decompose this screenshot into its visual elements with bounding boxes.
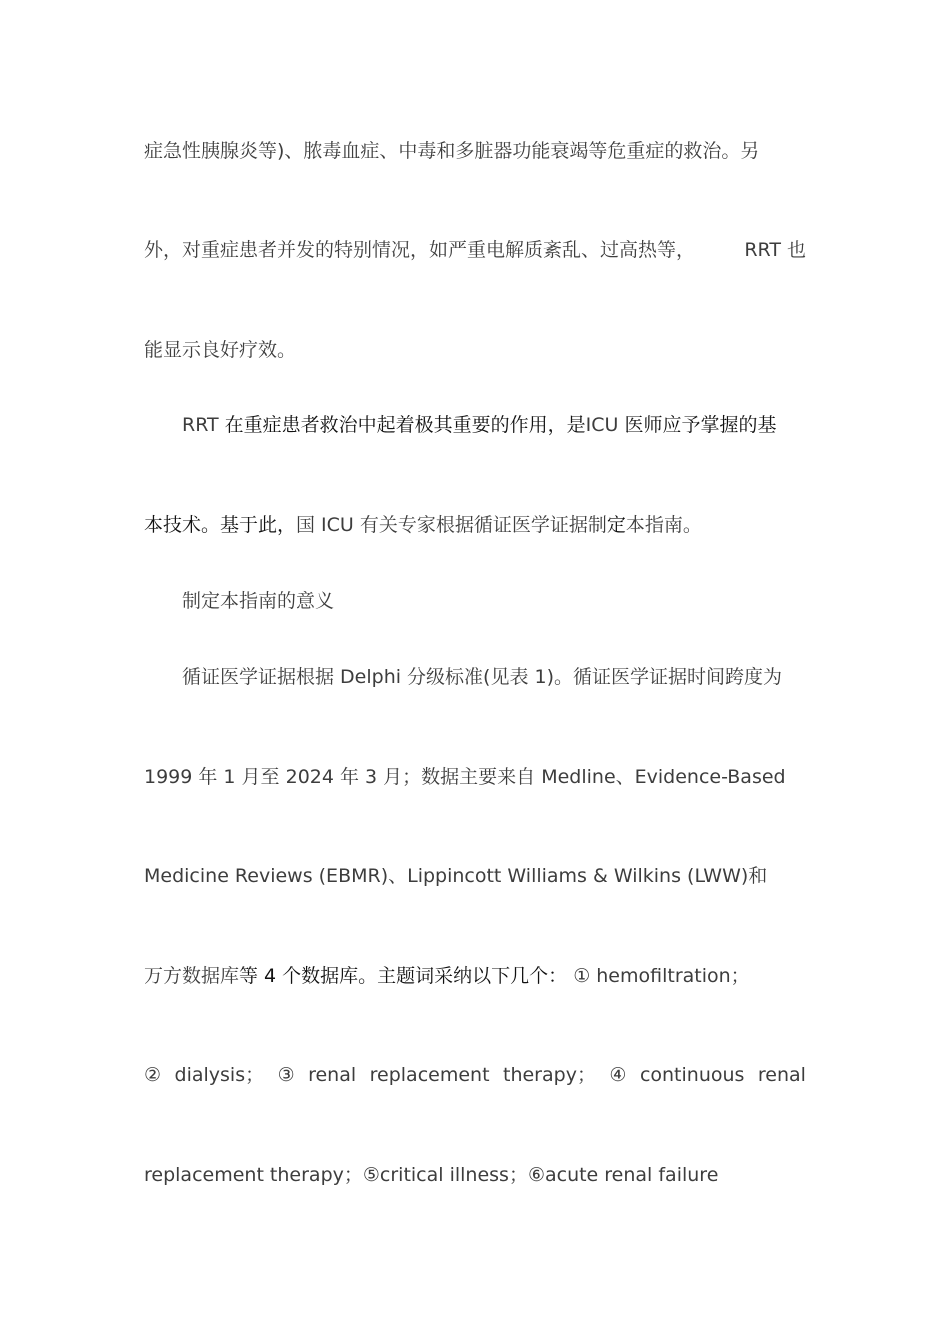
text-span: 1999 年 1 月至 2024 年 3 月；数据主要来自 Medline、Evidence-Based bbox=[144, 766, 786, 788]
text-span: 外，对重症患者并发的特别情况，如严重电解质紊乱、过高热等， bbox=[144, 239, 696, 261]
text-line-2 bbox=[144, 237, 806, 263]
text-span: 在重症患者救治中起着极其重要的作用，是 bbox=[224, 414, 586, 436]
text-span: renal bbox=[308, 1064, 357, 1086]
text-span: ④ bbox=[609, 1064, 627, 1086]
text-span: 本指南。 bbox=[625, 514, 702, 536]
text-span: 国 ICU 有关专家根据循证医学证据制 bbox=[296, 514, 607, 536]
text-span: dialysis； bbox=[174, 1064, 265, 1086]
section-heading bbox=[182, 588, 806, 614]
text-span: 等 4 个数据库。主题词采纳以下几个： bbox=[239, 965, 568, 987]
text-span: 医师应予掌握的基 bbox=[624, 414, 777, 436]
text-line-11 bbox=[144, 1162, 806, 1188]
text-line-5 bbox=[144, 512, 806, 538]
text-span: 万方数据库 bbox=[144, 965, 240, 987]
text-span: ③ bbox=[277, 1064, 295, 1086]
text-span: 循证医学证据根据 Delphi 分级标准(见表 1)。循证医学证据时间跨度为 bbox=[182, 666, 783, 688]
text-span: RRT 也 bbox=[744, 239, 806, 261]
text-line-7 bbox=[144, 764, 806, 790]
text-span: 定 bbox=[606, 514, 626, 536]
text-span: RRT bbox=[182, 414, 219, 436]
text-span: ICU bbox=[585, 414, 619, 436]
text-line-9 bbox=[144, 963, 806, 989]
text-line-8 bbox=[144, 863, 806, 889]
text-span: ① hemofiltration； bbox=[573, 965, 750, 987]
text-span: therapy； bbox=[503, 1064, 596, 1086]
text-span: 制定本指南的意义 bbox=[182, 590, 335, 612]
text-line-4 bbox=[182, 412, 806, 438]
text-span: replacement bbox=[369, 1064, 490, 1086]
text-span: continuous bbox=[639, 1064, 745, 1086]
text-span: renal bbox=[757, 1064, 806, 1086]
text-line-3 bbox=[144, 337, 806, 363]
text-span: 本技术。基于此， bbox=[144, 514, 297, 536]
text-line-6 bbox=[182, 664, 806, 690]
text-line-1 bbox=[144, 138, 806, 164]
text-span: 能显示良好疗效。 bbox=[144, 339, 297, 361]
text-line-10 bbox=[144, 1062, 806, 1088]
text-span: 症急性胰腺炎等)、脓毒血症、中毒和多脏器功能衰竭等危重症的救治。另 bbox=[144, 140, 760, 162]
text-span: replacement therapy；⑤critical illness；⑥acute renal failure bbox=[144, 1164, 719, 1186]
text-span: ② bbox=[144, 1064, 162, 1086]
text-span: Medicine Reviews (EBMR)、Lippincott Williams & Wilkins (LWW)和 bbox=[144, 865, 768, 887]
